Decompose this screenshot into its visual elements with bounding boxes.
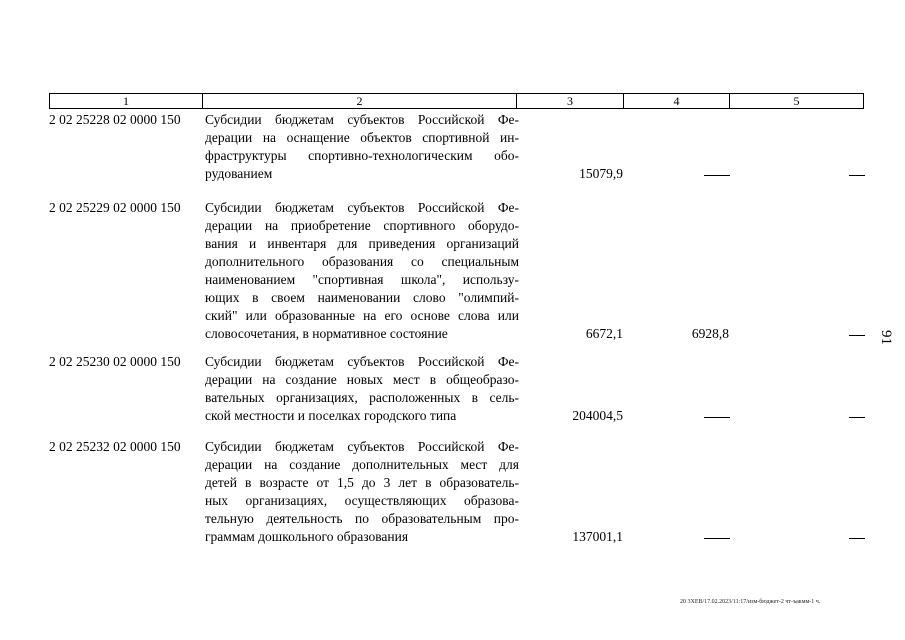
- dash-col5: [849, 175, 865, 176]
- description-line: дерации на создание дополнительных мест для: [205, 457, 519, 472]
- dash-col5: [849, 538, 865, 539]
- row-description: [205, 353, 519, 425]
- description-line: детей в возрасте от 1,5 до 3 лет в образователь-: [205, 475, 519, 490]
- description-line: ющих в своем наименовании слово "олимпий-: [205, 290, 519, 305]
- description-line: дерации на оснащение объектов спортивной ин-: [205, 130, 519, 145]
- description-line: дополнительного образования со специальным: [205, 254, 519, 269]
- dash-col5: [849, 417, 865, 418]
- dash-col4: [704, 417, 730, 418]
- amount-col3: 204004,5: [572, 408, 623, 423]
- budget-code: 2 02 25232 02 0000 150: [49, 439, 181, 454]
- amount-col3: 137001,1: [572, 529, 623, 544]
- description-line: граммам дошкольного образования: [205, 529, 409, 544]
- row-description: [205, 438, 519, 546]
- budget-code: 2 02 25228 02 0000 150: [49, 112, 181, 127]
- description-line: Субсидии бюджетам субъектов Российской Фе-: [205, 439, 519, 454]
- row-description: [205, 111, 519, 183]
- description-line: рудованием: [205, 166, 273, 181]
- table-header: [49, 93, 864, 109]
- budget-code: 2 02 25229 02 0000 150: [49, 200, 181, 215]
- description-line: фраструктуры спортивно-технологическим обо-: [205, 148, 519, 163]
- amount-col4: 6928,8: [691, 326, 729, 341]
- description-line: дерации на создание новых мест в общеобразо-: [205, 372, 519, 387]
- description-line: ных организациях, осуществляющих образова-: [205, 493, 519, 508]
- description-line: Субсидии бюджетам субъектов Российской Фе-: [205, 112, 519, 127]
- description-line: ский" или образованные на его основе слова или: [205, 308, 519, 323]
- amount-col3: 15079,9: [579, 166, 623, 181]
- header-cell-3: 3: [517, 94, 624, 108]
- description-line: вания и инвентаря для приведения организаций: [205, 236, 519, 251]
- amount-col3: 6672,1: [585, 326, 623, 341]
- header-cell-1: 1: [50, 94, 203, 108]
- description-line: ской местности и поселках городского типа: [205, 408, 457, 423]
- row-description: [205, 199, 519, 343]
- dash-col4: [704, 538, 730, 539]
- description-line: Субсидии бюджетам субъектов Российской Фе-: [205, 354, 519, 369]
- header-cell-5: 5: [793, 94, 800, 108]
- description-line: Субсидии бюджетам субъектов Российской Фе-: [205, 200, 519, 215]
- description-line: наименованием "спортивная школа", использу-: [205, 272, 519, 287]
- description-line: словосочетания, в нормативное состояние: [205, 326, 448, 341]
- description-line: дерации на приобретение спортивного оборудо-: [205, 218, 519, 233]
- header-cell-4: 4: [624, 94, 730, 108]
- footer-note: 20 3ХЕВ/17.02.2023/11:17/изм-бюджет-2 чт-ъакмм-1 ч.: [680, 599, 821, 605]
- dash-col4: [704, 175, 730, 176]
- header-cell-2: 2: [203, 94, 517, 108]
- budget-code: 2 02 25230 02 0000 150: [49, 354, 181, 369]
- dash-col5: [849, 335, 865, 336]
- description-line: вательных организациях, расположенных в сель-: [205, 390, 519, 405]
- page-number: 91: [878, 330, 894, 345]
- description-line: тельную деятельность по образовательным про-: [205, 511, 519, 526]
